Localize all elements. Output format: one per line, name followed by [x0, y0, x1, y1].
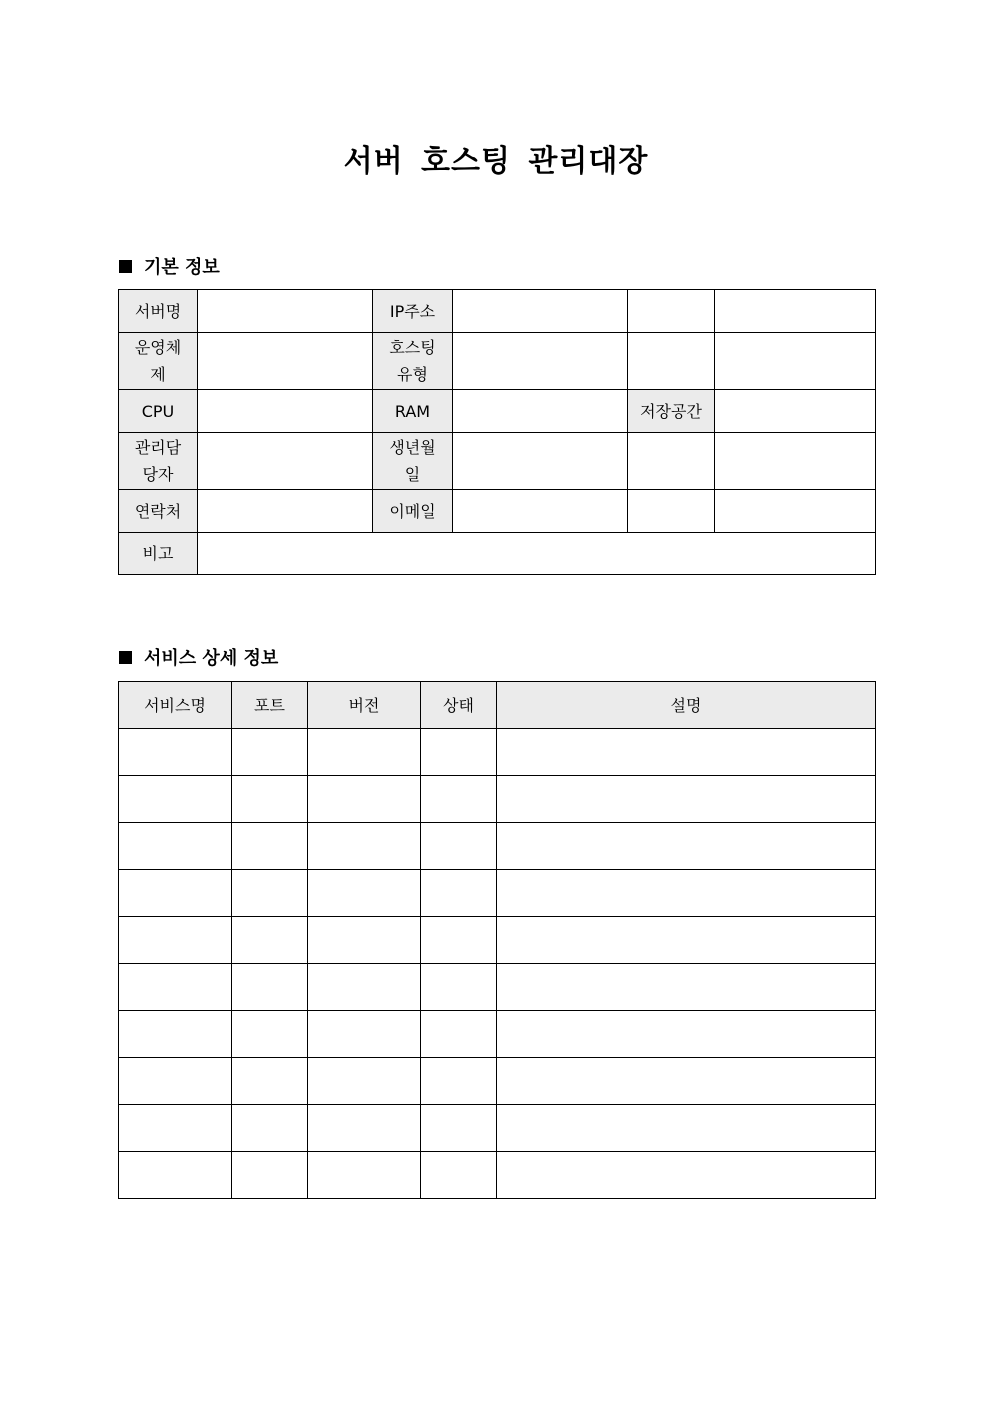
table-row [119, 917, 876, 964]
cell-service-name[interactable] [119, 1058, 232, 1105]
empty-cell [628, 290, 715, 333]
cell-port[interactable] [232, 1105, 308, 1152]
table-row [119, 964, 876, 1011]
column-header-status: 상태 [421, 682, 497, 729]
value-email[interactable] [453, 490, 628, 533]
cell-status[interactable] [421, 1105, 497, 1152]
cell-version[interactable] [308, 1105, 421, 1152]
value-storage[interactable] [715, 390, 876, 433]
table-row [119, 823, 876, 870]
table-row [119, 1152, 876, 1199]
label-storage: 저장공간 [628, 390, 715, 433]
empty-cell [628, 433, 715, 490]
value-ram[interactable] [453, 390, 628, 433]
label-manager: 관리담당자 [119, 433, 198, 490]
cell-description[interactable] [497, 1152, 876, 1199]
column-header-service-name: 서비스명 [119, 682, 232, 729]
cell-status[interactable] [421, 776, 497, 823]
cell-version[interactable] [308, 1152, 421, 1199]
cell-description[interactable] [497, 964, 876, 1011]
cell-status[interactable] [421, 917, 497, 964]
column-header-description: 설명 [497, 682, 876, 729]
value-manager[interactable] [198, 433, 373, 490]
label-ip-address: IP주소 [373, 290, 453, 333]
cell-status[interactable] [421, 729, 497, 776]
document-title: 서버 호스팅 관리대장 [343, 144, 649, 179]
cell-port[interactable] [232, 776, 308, 823]
label-ram: RAM [373, 390, 453, 433]
cell-service-name[interactable] [119, 964, 232, 1011]
cell-description[interactable] [497, 1058, 876, 1105]
service-detail-table [118, 681, 876, 1199]
value-notes[interactable] [198, 533, 876, 575]
cell-service-name[interactable] [119, 823, 232, 870]
cell-description[interactable] [497, 1105, 876, 1152]
label-email: 이메일 [373, 490, 453, 533]
table-row [119, 1105, 876, 1152]
cell-port[interactable] [232, 823, 308, 870]
cell-service-name[interactable] [119, 1105, 232, 1152]
table-row [119, 870, 876, 917]
empty-cell [715, 490, 876, 533]
value-cpu[interactable] [198, 390, 373, 433]
section-heading-basic-info [119, 253, 220, 279]
table-header-row [119, 682, 876, 729]
black-square-icon [119, 651, 132, 664]
label-server-name: 서버명 [119, 290, 198, 333]
cell-description[interactable] [497, 1011, 876, 1058]
empty-cell [715, 433, 876, 490]
cell-port[interactable] [232, 1058, 308, 1105]
cell-status[interactable] [421, 1011, 497, 1058]
label-cpu: CPU [119, 390, 198, 433]
empty-cell [628, 490, 715, 533]
cell-status[interactable] [421, 823, 497, 870]
black-square-icon [119, 260, 132, 273]
table-row [119, 1011, 876, 1058]
cell-port[interactable] [232, 1152, 308, 1199]
cell-service-name[interactable] [119, 1011, 232, 1058]
cell-version[interactable] [308, 776, 421, 823]
empty-cell [628, 333, 715, 390]
cell-description[interactable] [497, 870, 876, 917]
cell-service-name[interactable] [119, 870, 232, 917]
cell-port[interactable] [232, 1011, 308, 1058]
value-os[interactable] [198, 333, 373, 390]
table-row [119, 729, 876, 776]
cell-service-name[interactable] [119, 1152, 232, 1199]
cell-port[interactable] [232, 870, 308, 917]
column-header-version: 버전 [308, 682, 421, 729]
section-heading-label: 기본 정보 [144, 257, 220, 278]
cell-service-name[interactable] [119, 729, 232, 776]
cell-description[interactable] [497, 917, 876, 964]
label-hosting-type: 호스팅유형 [373, 333, 453, 390]
cell-description[interactable] [497, 776, 876, 823]
cell-service-name[interactable] [119, 917, 232, 964]
cell-description[interactable] [497, 823, 876, 870]
label-birthdate: 생년월일 [373, 433, 453, 490]
cell-version[interactable] [308, 1058, 421, 1105]
basic-info-table [118, 289, 876, 575]
cell-version[interactable] [308, 870, 421, 917]
empty-cell [715, 333, 876, 390]
cell-port[interactable] [232, 917, 308, 964]
value-ip-address[interactable] [453, 290, 628, 333]
cell-status[interactable] [421, 1058, 497, 1105]
cell-version[interactable] [308, 1011, 421, 1058]
value-server-name[interactable] [198, 290, 373, 333]
label-os: 운영체제 [119, 333, 198, 390]
cell-version[interactable] [308, 823, 421, 870]
cell-port[interactable] [232, 729, 308, 776]
cell-version[interactable] [308, 729, 421, 776]
empty-cell [715, 290, 876, 333]
cell-status[interactable] [421, 964, 497, 1011]
cell-version[interactable] [308, 917, 421, 964]
cell-description[interactable] [497, 729, 876, 776]
label-contact: 연락처 [119, 490, 198, 533]
value-hosting-type[interactable] [453, 333, 628, 390]
table-row [119, 1058, 876, 1105]
cell-service-name[interactable] [119, 776, 232, 823]
cell-status[interactable] [421, 1152, 497, 1199]
column-header-port: 포트 [232, 682, 308, 729]
cell-status[interactable] [421, 870, 497, 917]
cell-port[interactable] [232, 964, 308, 1011]
label-notes: 비고 [119, 533, 198, 575]
section-heading-label: 서비스 상세 정보 [144, 648, 279, 669]
section-heading-service-detail [119, 644, 278, 670]
cell-version[interactable] [308, 964, 421, 1011]
table-row [119, 776, 876, 823]
value-birthdate[interactable] [453, 433, 628, 490]
value-contact[interactable] [198, 490, 373, 533]
